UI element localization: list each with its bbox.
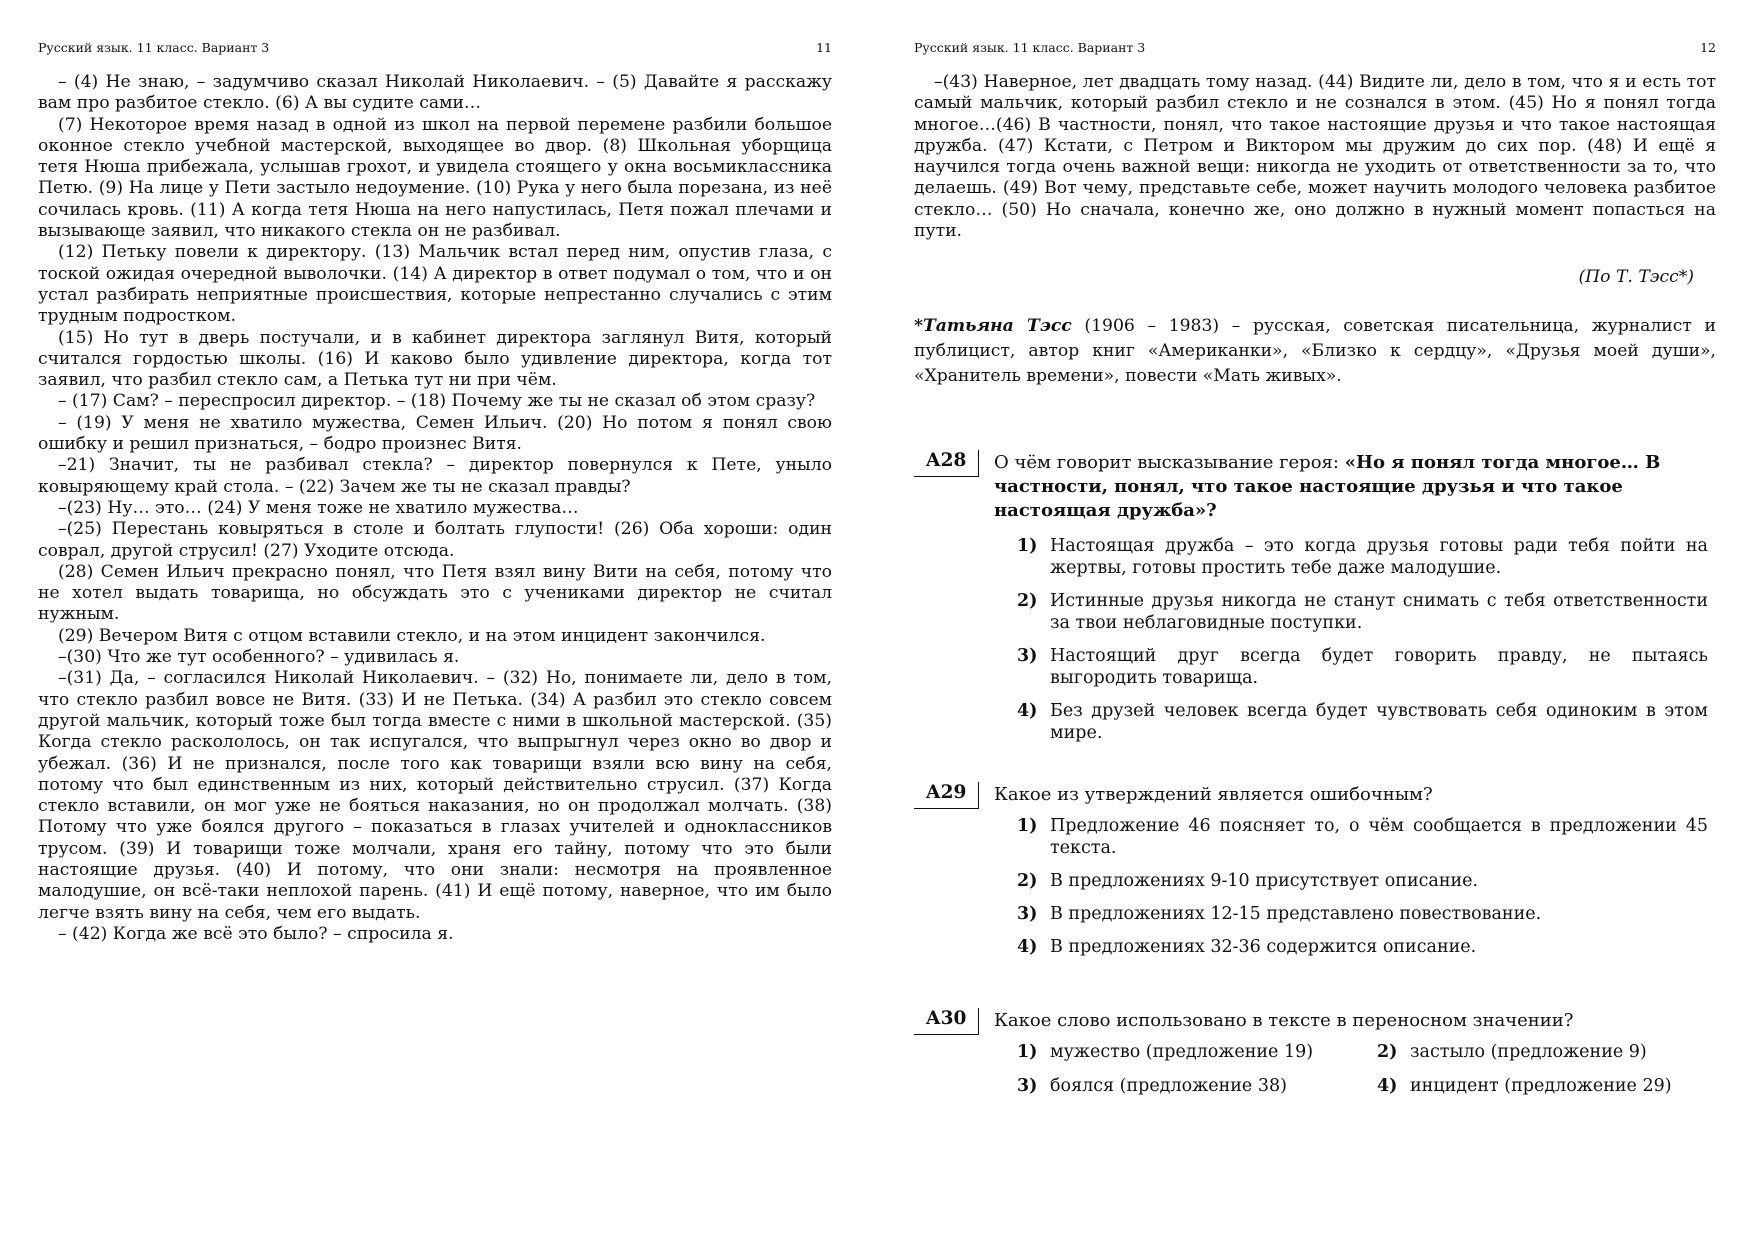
option-number: 2) bbox=[1377, 1042, 1398, 1062]
paragraph: (28) Семен Ильич прекрасно понял, что Петя взял вину Вити на себя, потому что не хотел выдать товарища, но обсуждать это с учениками директор не считал нужным. bbox=[38, 561, 832, 625]
question-quote: «Но я понял тогда многое… В частности, понял, что такое настоящие друзья и что такое настоящая дружба»? bbox=[994, 452, 1661, 521]
option-number: 3) bbox=[1017, 646, 1038, 666]
answer-option[interactable] bbox=[1017, 936, 1708, 958]
answer-option[interactable] bbox=[1017, 1041, 1313, 1063]
paragraph: – (17) Сам? – переспросил директор. – (18) Почему же ты не сказал об этом сразу? bbox=[58, 391, 816, 412]
answer-option[interactable] bbox=[1017, 815, 1708, 859]
answer-options-a30 bbox=[1017, 1041, 1716, 1111]
option-number: 3) bbox=[1017, 904, 1038, 924]
option-number: 3) bbox=[1017, 1076, 1038, 1096]
paragraph: – (19) У меня не хватило мужества, Семен Ильич. (20) Но потом я понял свою ошибку и решил признаться, – бодро произнес Витя. bbox=[38, 412, 832, 455]
story-text bbox=[38, 72, 832, 945]
option-text: застыло (предложение 9) bbox=[1410, 1042, 1647, 1062]
answer-options-a29 bbox=[1017, 815, 1708, 969]
answer-option[interactable] bbox=[1017, 903, 1708, 925]
answer-options-a28 bbox=[1017, 535, 1708, 755]
question-text: Какое из утверждений является ошибочным? bbox=[994, 784, 1433, 805]
option-text: боялся (предложение 38) bbox=[1050, 1076, 1287, 1096]
option-text: мужество (предложение 19) bbox=[1050, 1042, 1314, 1062]
author-name: *Татьяна Тэсс bbox=[914, 316, 1072, 336]
left-page bbox=[38, 0, 832, 1239]
header-title: Русский язык. 11 класс. Вариант 3 bbox=[38, 40, 270, 55]
question-prefix: О чём говорит высказывание героя: bbox=[994, 452, 1345, 473]
paragraph: (15) Но тут в дверь постучали, и в кабинет директора заглянул Витя, который считался гордостью школы. (16) И каково было удивление директора, когда тот заявил, что разбил стекло сам, а Петька тут ни при чём. bbox=[38, 327, 832, 391]
paragraph: (12) Петьку повели к директору. (13) Мальчик встал перед ним, опустив глаза, с тоской ожидая очередной выволочки. (14) А директор в ответ подумал о том, что и он устал разбирать неприятные происшествия, которые непрестанно случались с этим трудным подростком. bbox=[38, 242, 832, 327]
option-text: Истинные друзья никогда не станут снимать с тебя ответственности за твои неблаговидные поступки. bbox=[1050, 591, 1708, 633]
option-text: В предложениях 9-10 присутствует описание. bbox=[1050, 871, 1479, 891]
answer-option[interactable] bbox=[1017, 645, 1708, 689]
paragraph: (7) Некоторое время назад в одной из школ на первой перемене разбили большое оконное стекло учебной мастерской, выходящее во двор. (8) Школьная уборщица тетя Нюша прибежала, услышав грохот, и увидела стоящего у окна восьмиклассника Петю. (9) На лице у Пети застыло недоумение. (10) Рука у него была порезана, из неё сочилась кровь. (11) А когда тетя Нюша на него напустилась, Петя пожал плечами и вызывающе заявил, что никакого стекла он не разбивал. bbox=[38, 114, 832, 242]
answer-option[interactable] bbox=[1377, 1041, 1647, 1063]
paragraph: –(31) Да, – согласился Николай Николаевич. – (32) Но, понимаете ли, дело в том, что стекло разбил вовсе не Витя. (33) И не Петька. (34) А разбил это стекло совсем другой мальчик, который тоже был тогда вместе с ними в школьной мастерской. (35) Когда стекло раскололось, он так испугался, что выпрыгнул через окно во двор и убежал. (36) И не признался, после того как товарищи взяли всю вину на себя, потому что был единственным из них, который действительно струсил. (37) Когда стекло вставили, он мог уже не бояться наказания, но он продолжал молчать. (38) Потому что уже боялся другого – показаться в глазах учителей и одноклассников трусом. (39) И товарищи тоже молчали, храня его тайну, потому что это были настоящие друзья. (40) И потому, что они знали: несмотря на проявленное малодушие, он всё-таки неплохой парень. (41) И ещё потому, наверное, что им было легче взять вину на себя, чем его выдать. bbox=[38, 668, 832, 923]
option-number: 4) bbox=[1377, 1076, 1398, 1096]
paragraph: –(25) Перестань ковыряться в столе и болтать глупости! (26) Оба хороши: один соврал, другой струсил! (27) Уходите отсюда. bbox=[38, 519, 832, 561]
answer-option[interactable] bbox=[1377, 1075, 1672, 1097]
question-label: А29 bbox=[914, 782, 979, 809]
paragraph: – (42) Когда же всё это было? – спросила я. bbox=[58, 923, 454, 944]
option-text: Без друзей человек всегда будет чувствовать себя одиноким в этом мире. bbox=[1050, 701, 1708, 743]
page-header bbox=[914, 40, 1716, 58]
paragraph: –(30) Что же тут особенного? – удивилась я. bbox=[58, 647, 460, 668]
option-number: 1) bbox=[1017, 1042, 1038, 1062]
paragraph: –(43) Наверное, лет двадцать тому назад. (44) Видите ли, дело в том, что я и есть тот самый мальчик, который разбил стекло и не сознался в этом. (45) Но я понял тогда многое…(46) В частности, понял, что такое настоящие друзья и что такое настоящая дружба. (47) Кстати, с Петром и Виктором мы дружим до сих пор. (48) И ещё я научился тогда очень важной вещи: никогда не уходить от ответственности за то, что делаешь. (49) Вот чему, представьте себе, может научить молодого человека разбитое стекло… (50) Но сначала, конечно же, оно должно в нужный момент попасться на пути. bbox=[914, 72, 1716, 242]
option-number: 1) bbox=[1017, 536, 1038, 556]
question-label: А28 bbox=[914, 450, 979, 477]
question-text bbox=[994, 451, 1716, 523]
answer-option[interactable] bbox=[1017, 535, 1708, 579]
option-number: 4) bbox=[1017, 701, 1038, 721]
option-text: Настоящий друг всегда будет говорить правду, не пытаясь выгородить товарища. bbox=[1050, 646, 1708, 688]
answer-option[interactable] bbox=[1017, 590, 1708, 634]
story-ending bbox=[914, 72, 1716, 242]
option-text: инцидент (предложение 29) bbox=[1410, 1076, 1672, 1096]
attribution: (По Т. Тэсс*) bbox=[1578, 267, 1694, 287]
page-number: 11 bbox=[816, 40, 832, 55]
option-number: 1) bbox=[1017, 816, 1038, 836]
right-page bbox=[914, 0, 1716, 1239]
paragraph: –21) Значит, ты не разбивал стекла? – директор повернулся к Пете, уныло ковыряющему край стола. – (22) Зачем же ты не сказал правды? bbox=[38, 455, 832, 497]
paragraph: – (4) Не знаю, – задумчиво сказал Николай Николаевич. – (5) Давайте я расскажу вам про разбитое стекло. (6) А вы судите сами… bbox=[38, 72, 832, 114]
option-text: В предложениях 32-36 содержится описание. bbox=[1050, 937, 1477, 957]
header-title: Русский язык. 11 класс. Вариант 3 bbox=[914, 40, 1146, 55]
author-bio-text: (1906 – 1983) – русская, советская писательница, журналист и публицист, автор книг «Американки», «Близко к сердцу», «Друзья моей души», «Хранитель времени», повести «Мать живых». bbox=[914, 316, 1716, 386]
page-number: 12 bbox=[1700, 40, 1716, 55]
option-text: Предложение 46 поясняет то, о чём сообщается в предложении 45 текста. bbox=[1050, 816, 1708, 858]
option-number: 2) bbox=[1017, 591, 1038, 611]
question-label: А30 bbox=[914, 1008, 979, 1035]
page-header bbox=[38, 40, 832, 58]
option-number: 4) bbox=[1017, 937, 1038, 957]
answer-option[interactable] bbox=[1017, 1075, 1287, 1097]
paragraph: (29) Вечером Витя с отцом вставили стекло, и на этом инцидент закончился. bbox=[58, 625, 766, 646]
paragraph: –(23) Ну… это… (24) У меня тоже не хватило мужества… bbox=[58, 497, 579, 518]
answer-option[interactable] bbox=[1017, 870, 1708, 892]
author-bio bbox=[914, 314, 1716, 389]
option-text: В предложениях 12-15 представлено повествование. bbox=[1050, 904, 1542, 924]
option-number: 2) bbox=[1017, 871, 1038, 891]
option-text: Настоящая дружба – это когда друзья готовы ради тебя пойти на жертвы, готовы простить тебе даже малодушие. bbox=[1050, 536, 1708, 578]
question-text: Какое слово использовано в тексте в переносном значении? bbox=[994, 1010, 1574, 1031]
answer-option[interactable] bbox=[1017, 700, 1708, 744]
